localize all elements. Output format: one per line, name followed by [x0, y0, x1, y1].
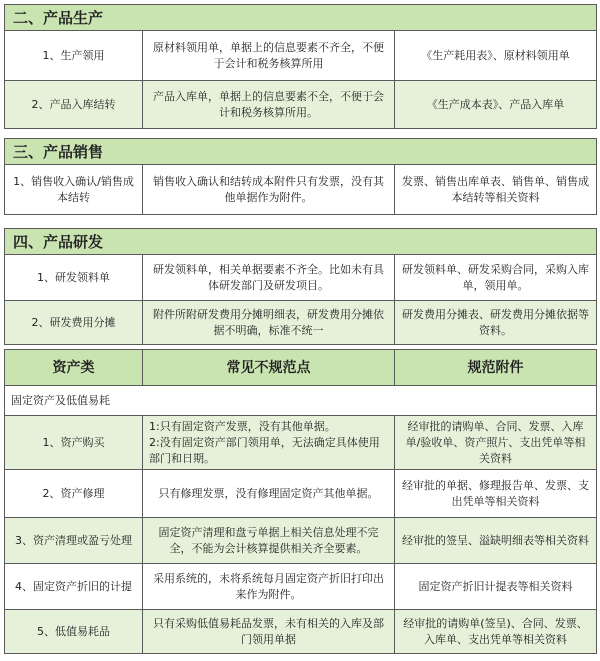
assets-table: [4, 349, 597, 654]
row-issue: 固定资产清理和盘亏单据上相关信息处理不完全，不能为会计核算提供相关齐全要素。: [143, 518, 395, 564]
row-issue: 只有修理发票，没有修理固定资产其他单据。: [143, 470, 395, 518]
row-item: 4、固定资产折旧的计提: [5, 564, 143, 610]
row-item: 1、销售收入确认/销售成本结转: [5, 165, 143, 215]
section-production: [4, 4, 597, 129]
row-item: 2、研发费用分摊: [5, 301, 143, 345]
row-item: 1、研发领料单: [5, 255, 143, 301]
row-issue: 原材料领用单，单据上的信息要素不齐全，不便于会计和税务核算所用: [143, 31, 395, 81]
row-docs: 经审批的签呈、溢缺明细表等相关资料: [395, 518, 597, 564]
row-issue: 销售收入确认和结转成本附件只有发票，没有其他单据作为附件。: [143, 165, 395, 215]
row-docs: 经审批的请购单(签呈)、合同、发票、入库单、支出凭单等相关资料: [395, 610, 597, 654]
row-docs: 经审批的请购单、合同、发票、入库单/验收单、资产照片、支出凭单等相关资料: [395, 416, 597, 470]
row-docs: 固定资产折旧计提表等相关资料: [395, 564, 597, 610]
row-item: 1、资产购买: [5, 416, 143, 470]
row-docs: 《生产耗用表》、原材料领用单: [395, 31, 597, 81]
section-title: 四、产品研发: [5, 229, 597, 255]
row-issue: 1:只有固定资产发票，没有其他单据。 2:没有固定资产部门领用单，无法确定具体使用部门和日期。: [143, 416, 395, 470]
row-item: 3、资产清理或盈亏处理: [5, 518, 143, 564]
assets-subheading: 固定资产及低值易耗: [5, 386, 597, 416]
row-docs: 研发费用分摊表、研发费用分摊依据等资料。: [395, 301, 597, 345]
section-title: 二、产品生产: [5, 5, 597, 31]
row-docs: 研发领料单、研发采购合同，采购入库单，领用单。: [395, 255, 597, 301]
column-header-category: 资产类: [5, 350, 143, 386]
row-issue: 只有采购低值易耗品发票，未有相关的入库及部门领用单据: [143, 610, 395, 654]
row-docs: 经审批的单据、修理报告单、发票、支出凭单等相关资料: [395, 470, 597, 518]
row-docs: 《生产成本表》、产品入库单: [395, 81, 597, 129]
column-header-docs: 规范附件: [395, 350, 597, 386]
section-title: 三、产品销售: [5, 139, 597, 165]
row-item: 5、低值易耗品: [5, 610, 143, 654]
row-issue: 研发领料单，相关单据要素不齐全。比如未有具体研发部门及研发项目。: [143, 255, 395, 301]
row-item: 2、产品入库结转: [5, 81, 143, 129]
section-rnd: [4, 228, 597, 345]
row-item: 1、生产领用: [5, 31, 143, 81]
row-issue: 附件所附研发费用分摊明细表，研发费用分摊依据不明确，标准不统一: [143, 301, 395, 345]
row-issue: 产品入库单，单据上的信息要素不全，不便于会计和税务核算所用。: [143, 81, 395, 129]
row-docs: 发票、销售出库单表、销售单、销售成本结转等相关资料: [395, 165, 597, 215]
row-issue: 采用系统的，未将系统每月固定资产折旧打印出来作为附件。: [143, 564, 395, 610]
column-header-issue: 常见不规范点: [143, 350, 395, 386]
row-item: 2、资产修理: [5, 470, 143, 518]
section-sales: [4, 138, 597, 215]
